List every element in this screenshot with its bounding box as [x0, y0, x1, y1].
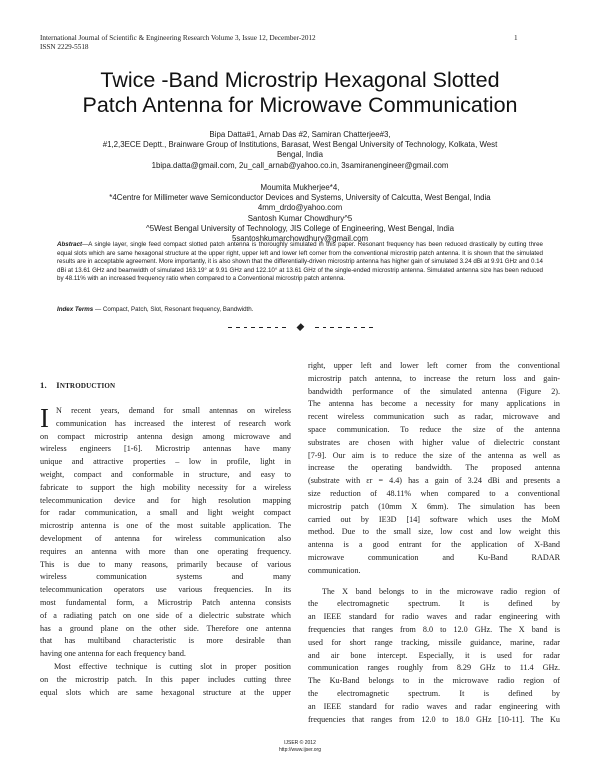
text-line: and air bone intercept. Especially, it is used for radar — [308, 650, 560, 660]
journal-header — [40, 34, 316, 52]
author-names-3: Santosh Kumar Chowdhury^5 — [247, 214, 353, 223]
text-line: bandwidth performance of the simulated antenna (Figure 2). — [308, 386, 560, 396]
text-line: frequencies that ranges from 12.0 to 18.0 GHz [10-11]. The Ku — [308, 714, 560, 724]
index-terms-text: — Compact, Patch, Slot, Resonant frequency, Bandwidth. — [93, 306, 254, 313]
email-2: 4mm_drdo@yahoo.com — [257, 203, 343, 213]
text-line: having one antenna for each frequency band. — [40, 649, 186, 659]
text-line: weight, compact and conformable in structure, and easy to — [40, 469, 291, 479]
journal-title-line: International Journal of Scientific & Engineering Research Volume 3, Issue 12, December-2012 — [40, 34, 316, 42]
text-line: recent wireless communication such as radar, microwave and — [308, 412, 560, 422]
text-line: requires an antenna with more than one operating frequency. — [40, 546, 291, 556]
text-line: an IEEE standard for radio waves and radar engineering with — [308, 701, 560, 711]
text-line: carried out by IE3D [14] software which uses the MoM — [308, 514, 560, 524]
page-number: 1 — [514, 34, 518, 42]
affiliation-1-cont: Bengal, India — [276, 150, 324, 160]
affiliation-3: ^5West Bengal University of Technology, JIS College of Engineering, West Bengal, India — [146, 224, 454, 234]
abstract-text: —A single layer, single feed compact slotted patch antenna is thoroughly simulated in this paper. Resonant frequency has been reduced drastically by cutting three equal slots which are same hexagonal structure at the upper right, upper left and lower left corner from the conventional microstrip patch antenna. It is shown that the simulated results are in acceptable agreement. More importantly, it is also shown that the differentially-driven microstrip antenna has higher gain of simulated 3.24 dBi at 9.91 GHz and 0.14 dBi at 13.61 GHz and beamwidth of simulated 163.19° at 9.91 GHz and 122.10° at 13.61 GHz of the single-ended microstrip antenna. Simulated antenna size has been reduced by 48.11% with an increased frequency ratio when compared to a Conventional microstrip patch antenna. — [57, 241, 543, 282]
left-column-para1 — [40, 405, 291, 661]
text-line: size reduction of 48.11% when compared to a conventional — [308, 488, 560, 498]
text-line: wireless engineers [1-6]. Microstrip antennas have many — [40, 444, 291, 454]
title-line-2: Patch Antenna for Microwave Communication — [82, 93, 518, 117]
text-line: microstrip antenna is one of the most suitable application. The — [40, 521, 291, 531]
text-line: unique and attractive properties – low in profile, light in — [40, 457, 291, 467]
text-line: communication ranges roughly from 8.29 GHz to 11.4 GHz. — [308, 663, 560, 673]
paper-title — [40, 68, 560, 118]
text-line: The X band belongs to in the microwave radio region of — [322, 586, 560, 596]
affiliation-2: *4Centre for Millimeter wave Semiconductor Devices and Systems, University of Calcutta, West Bengal, India — [109, 193, 491, 203]
emails-1: 1bipa.datta@gmail.com, 2u_call_arnab@yahoo.co.in, 3samiranengineer@gmail.com — [151, 160, 449, 170]
author-names-1: Bipa Datta#1, Arnab Das #2, Samiran Chatterjee#3, — [209, 130, 391, 139]
left-column — [40, 405, 291, 699]
author-group-2 — [60, 183, 540, 214]
text-line: microstrip patch (10mm X 6mm). The simulation has been — [308, 501, 560, 511]
text-line: The antenna has become a necessity for many applications in — [308, 399, 560, 409]
index-terms-label: Index Terms — [57, 306, 94, 313]
footer-url[interactable]: http://www.ijser.org — [279, 746, 321, 753]
section-divider — [228, 322, 373, 332]
text-line: method. Due to the small size, low cost and low weight this — [308, 527, 560, 537]
text-line: telecommunication operators use various frequencies. In its — [40, 585, 291, 595]
left-column-para2 — [40, 661, 291, 699]
footer-copyright: IJSER © 2012 — [284, 740, 316, 746]
author-group-1 — [60, 130, 540, 171]
text-line: of a radiating patch on one side of a dielectric substrate which — [40, 610, 291, 620]
abstract — [57, 241, 543, 284]
affiliation-1: #1,2,3ECE Deptt., Brainware Group of Institutions, Barasat, West Bengal University of Technology, Kolkata, West — [102, 140, 498, 150]
section-initial: I — [56, 380, 60, 390]
text-line: most fundamental form, a Microstrip Patch antenna consists — [40, 597, 291, 607]
text-line: used for short range tracking, missile guidance, marine, radar — [308, 637, 560, 647]
author-names-2: Moumita Mukherjee*4, — [260, 183, 340, 192]
text-line: [7-9]. Our aim is to reduce the size of the antenna as well as — [308, 450, 560, 460]
right-column — [308, 360, 560, 726]
text-line: on compact microstrip antenna design among microwave and — [40, 431, 291, 441]
text-line: (substrate with εr = 4.4) has a gain of 3.24 dBi and presents a — [308, 476, 560, 486]
text-line: This is due to many reasons, primarily because of various — [40, 559, 291, 569]
text-line: the electromagnetic spectrum. It is defined by — [308, 688, 560, 698]
text-line: fabricate to support the high mobility necessity for a wireless — [40, 482, 291, 492]
text-line: antenna is a good entrant for the application of X-Band — [308, 540, 560, 550]
index-terms — [57, 306, 253, 315]
text-line: on the microstrip patch. In this paper includes cutting three — [40, 674, 291, 684]
title-line-1: Twice -Band Microstrip Hexagonal Slotted — [100, 68, 500, 92]
right-column-para2 — [308, 586, 560, 727]
text-line: equal slots which are same hexagonal structure at the upper — [40, 687, 291, 697]
abstract-label: Abstract — [57, 241, 83, 248]
text-line: wireless communication systems and many — [40, 572, 291, 582]
text-line: for radar communication, a small and light weight compact — [40, 508, 291, 518]
email-3: 5santoshkumarchowdhury@gmail.com — [231, 234, 369, 244]
section-heading-introduction — [40, 380, 115, 390]
text-line: N recent years, demand for small antennas on wireless — [56, 406, 291, 415]
text-line: telecommunication device and for high resolution mapping — [40, 495, 291, 505]
issn-line: ISSN 2229-5518 — [40, 43, 89, 51]
text-line: communication. — [308, 565, 361, 575]
right-column-para1 — [308, 360, 560, 578]
section-title-rest: NTRODUCTION — [59, 382, 116, 390]
text-line: an IEEE standard for radio waves and radar engineering with — [308, 612, 560, 622]
page-footer — [0, 740, 600, 753]
text-line: that has multiband characteristic is more desirable than — [40, 636, 291, 646]
text-line: development of antenna for wireless communication also — [40, 533, 291, 543]
section-number: 1. — [40, 380, 47, 390]
text-line: frequencies that ranges from 8.0 to 12.0 GHz. The X band is — [308, 624, 560, 634]
text-line: has a ground plane on the other side. Therefore one antenna — [40, 623, 291, 633]
text-line: increase the operating bandwidth. The proposed antenna — [308, 463, 560, 473]
divider-diamond-icon — [297, 323, 304, 330]
text-line: space communication. To reduce the size of the antenna — [308, 424, 560, 434]
text-line: microwave communication and Ku-Band RADAR — [308, 552, 560, 562]
text-line: communication has increased the interest of research work — [56, 418, 291, 428]
text-line: substrates are chosen with higher value of dielectric constant — [308, 437, 560, 447]
text-line: microstrip patch antenna, to increase the return loss and gain- — [308, 373, 560, 383]
text-line: right, upper left and lower left corner from the conventional — [308, 361, 560, 370]
text-line: the electromagnetic spectrum. It is defined by — [308, 599, 560, 609]
text-line: Most effective technique is cutting slot in proper position — [54, 661, 291, 671]
text-line: The Ku-Band belongs to in the microwave radio region of — [308, 676, 560, 686]
drop-cap: I — [40, 403, 49, 433]
